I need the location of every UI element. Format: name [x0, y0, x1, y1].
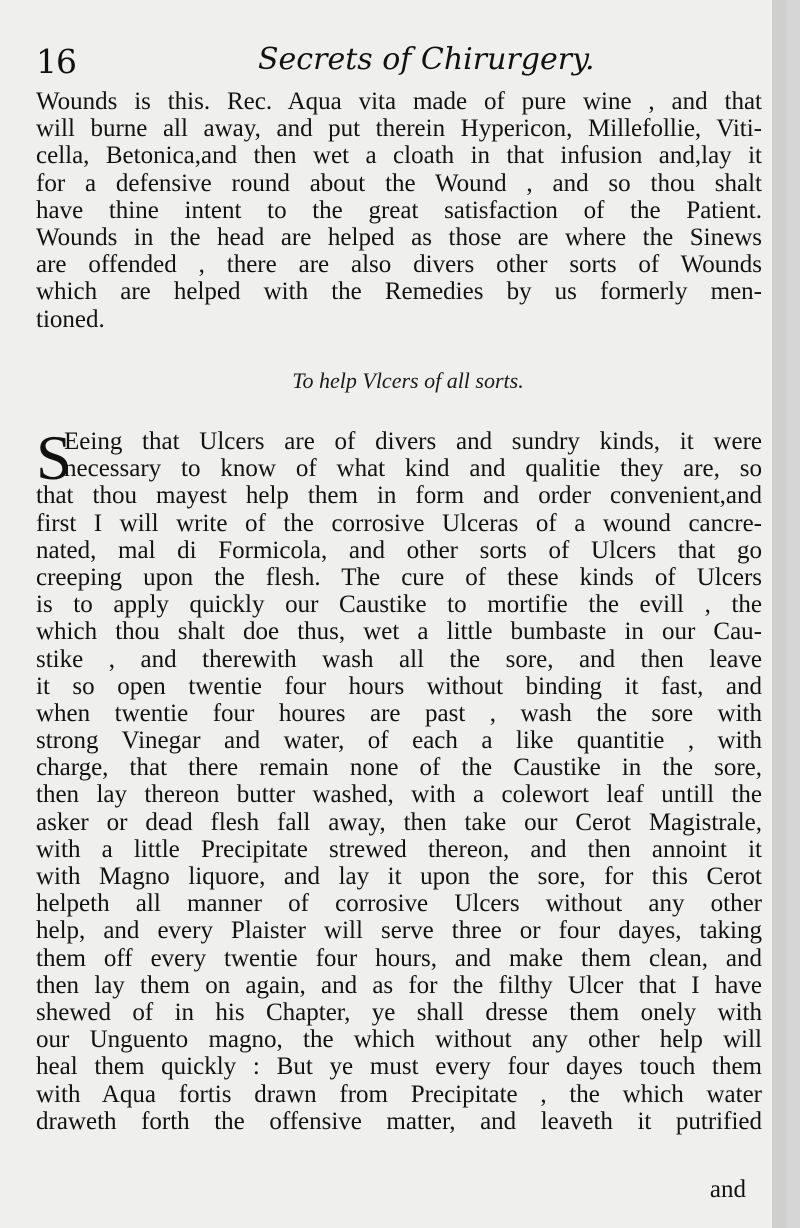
text-line: then lay them on again, and as for the filthy Ulcer that I have [36, 971, 762, 999]
text-line: when twentie four houres are past , wash the sore with [36, 699, 762, 727]
drop-cap: S [36, 422, 72, 493]
text-line: for a defensive round about the Wound , and so thou shalt [36, 169, 762, 197]
text-line: it so open twentie four hours without binding it fast, and [36, 672, 762, 700]
text-line: them off every twentie four hours, and make them clean, and [36, 944, 762, 972]
text-line: draweth forth the offensive matter, and leaveth it putrified [36, 1107, 762, 1135]
text-line: Wounds in the head are helped as those are where the Sinews [36, 223, 762, 251]
text-line: with Magno liquore, and lay it upon the sore, for this Cerot [36, 863, 762, 890]
text-line: heal them quickly : But ye must every four dayes touch them [36, 1053, 762, 1081]
text-line: Eeing that Ulcers are of divers and sundry kinds, it were [64, 428, 762, 455]
text-line: help, and every Plaister will serve three or four dayes, taking [36, 917, 762, 945]
text-line: with Aqua fortis drawn from Precipitate , the which water [36, 1080, 762, 1108]
text-line: will burne all away, and put therein Hypericon, Millefollie, Viti- [36, 115, 762, 143]
text-line: nated, mal di Formicola, and other sorts of Ulcers that go [36, 536, 762, 564]
text-line: which are helped with the Remedies by us formerly men- [36, 278, 762, 306]
text-line: asker or dead flesh fall away, then take our Cerot Magistrale, [36, 808, 762, 836]
paragraph-ulcers [36, 422, 762, 1135]
text-line: are offended , there are also divers other sorts of Wounds [36, 251, 762, 279]
catchword: and [709, 1176, 746, 1203]
text-line: which thou shalt doe thus, wet a little bumbaste in our Cau- [36, 618, 762, 646]
text-line: stike , and therewith wash all the sore, and then leave [36, 645, 762, 673]
text-line: strong Vinegar and water, of each a like quantitie , with [36, 727, 762, 755]
paragraph-wounds [36, 88, 762, 333]
text-line: is to apply quickly our Caustike to mortifie the evill , the [36, 591, 762, 619]
text-line: Wounds is this. Rec. Aqua vita made of pure wine , and that [36, 88, 762, 115]
text-line: helpeth all manner of corrosive Ulcers without any other [36, 890, 762, 918]
text-line: have thine intent to the great satisfaction of the Patient. [36, 196, 762, 224]
text-line: cella, Betonica,and then wet a cloath in that infusion and,lay it [36, 142, 762, 170]
text-line: necessary to know of what kind and qualitie they are, so [64, 455, 762, 483]
text-line: creeping upon the flesh. The cure of these kinds of Ulcers [36, 563, 762, 591]
page-number: 16 [36, 42, 76, 81]
text-line: first I will write of the corrosive Ulceras of a wound cancre- [36, 509, 762, 537]
text-line: that thou mayest help them in form and order convenient,and [36, 482, 762, 510]
section-heading: To help Vlcers of all sorts. [292, 368, 524, 393]
text-line: charge, that there remain none of the Caustike in the sore, [36, 754, 762, 782]
text-line: tioned. [36, 305, 105, 333]
text-line: then lay thereon butter washed, with a colewort leaf untill the [36, 781, 762, 809]
text-line: shewed of in his Chapter, ye shall dresse them onely with [36, 998, 762, 1026]
running-head: Secrets of Chirurgery. [258, 42, 595, 77]
text-line: our Unguento magno, the which without any other help will [36, 1026, 762, 1054]
page-header [0, 42, 786, 92]
text-line: with a little Precipitate strewed thereon, and then annoint it [36, 835, 762, 863]
